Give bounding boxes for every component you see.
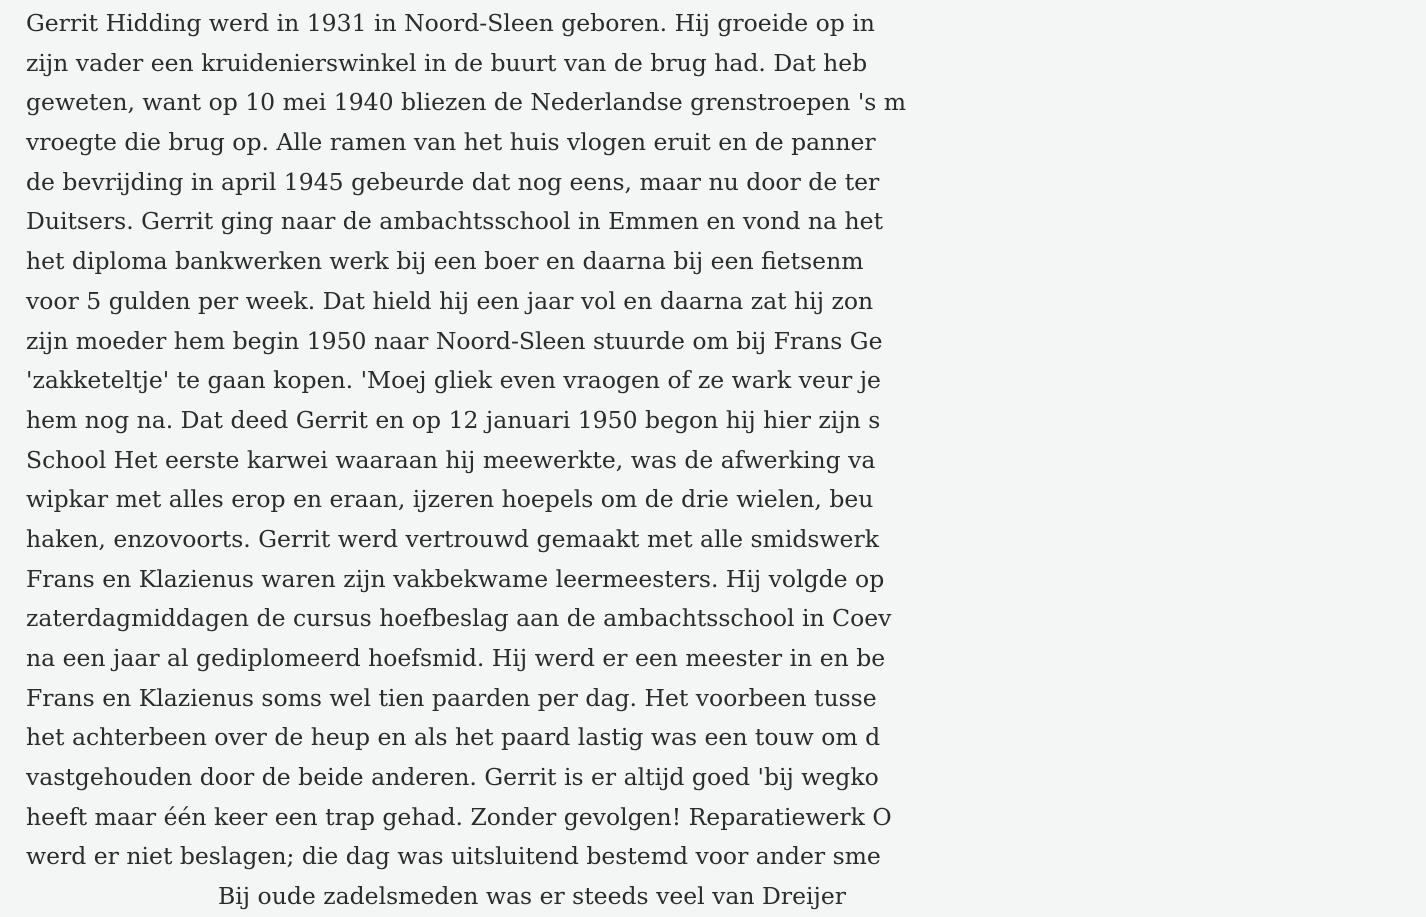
text-line: het diploma bankwerken werk bij een boer en daarna bij een fietsenm — [26, 247, 864, 276]
text-line: geweten, want op 10 mei 1940 bliezen de Nederlandse grenstroepen 's m — [26, 88, 907, 117]
text-line: zijn vader een kruidenierswinkel in de buurt van de brug had. Dat heb — [26, 48, 868, 77]
text-line: heeft maar één keer een trap gehad. Zonder gevolgen! Reparatiewerk O — [26, 802, 892, 831]
text-line: Duitsers. Gerrit ging naar de ambachtsschool in Emmen en vond na het — [26, 207, 884, 236]
text-line: 'zakketeltje' te gaan kopen. 'Moej gliek even vraogen of ze wark veur je — [26, 366, 881, 395]
text-line: Frans en Klazienus soms wel tien paarden per dag. Het voorbeen tusse — [26, 683, 877, 712]
text-line: het achterbeen over de heup en als het paard lastig was een touw om d — [26, 723, 881, 752]
text-line: School Het eerste karwei waaraan hij meewerkte, was de afwerking va — [26, 445, 876, 474]
text-line: Gerrit Hidding werd in 1931 in Noord-Sleen geboren. Hij groeide op in — [26, 9, 875, 37]
text-line: haken, enzovoorts. Gerrit werd vertrouwd gemaakt met alle smidswerk — [26, 524, 879, 553]
text-line: de bevrijding in april 1945 gebeurde dat nog eens, maar nu door de ter — [26, 167, 880, 196]
text-line-cut-off: Bij oude zadelsmeden was er steeds veel van Dreijer — [218, 882, 846, 911]
text-line: na een jaar al gediplomeerd hoefsmid. Hij werd er een meester in en be — [26, 644, 886, 672]
text-line: vastgehouden door de beide anderen. Gerrit is er altijd goed 'bij wegko — [26, 763, 879, 792]
text-line: zijn moeder hem begin 1950 naar Noord-Sleen stuurde om bij Frans Ge — [26, 326, 883, 355]
text-line: Frans en Klazienus waren zijn vakbekwame leermeesters. Hij volgde op — [26, 564, 885, 593]
text-line: wipkar met alles erop en eraan, ijzeren hoepels om de drie wielen, beu — [26, 485, 874, 514]
text-line: hem nog na. Dat deed Gerrit en op 12 januari 1950 begon hij hier zijn s — [26, 405, 881, 434]
text-line: werd er niet beslagen; die dag was uitsluitend bestemd voor ander sme — [26, 842, 881, 871]
text-line: voor 5 gulden per week. Dat hield hij een jaar vol en daarna zat hij zon — [26, 286, 874, 315]
article-body — [26, 4, 1426, 917]
text-line: vroegte die brug op. Alle ramen van het huis vlogen eruit en de panner — [26, 128, 876, 157]
text-line: zaterdagmiddagen de cursus hoefbeslag aan de ambachtsschool in Coev — [26, 604, 892, 633]
